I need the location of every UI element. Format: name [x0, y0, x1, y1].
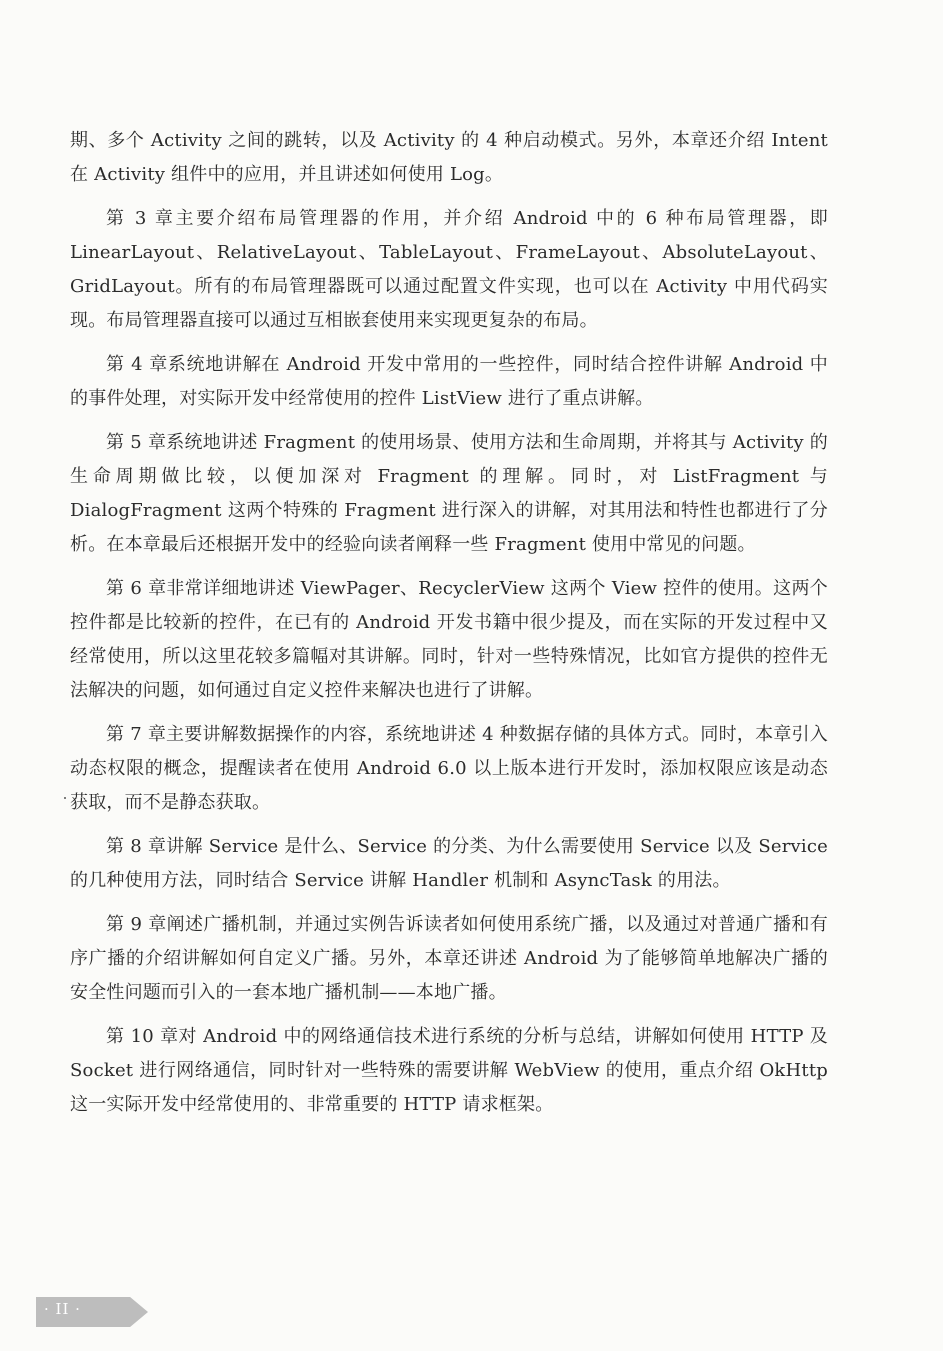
ink-speck — [64, 797, 66, 799]
page-number: · II · — [44, 1300, 81, 1318]
paragraph-chapter-3: 第 3 章主要介绍布局管理器的作用，并介绍 Android 中的 6 种布局管理器，即 LinearLayout、RelativeLayout、TableLayout、FrameLayout、AbsoluteLayout、GridLayout。所有的布局管理器既可以通过配置文件实现，也可以在 Activity 中用代码实现。布局管理器直接可以通过互相嵌套使用来实现更复杂的布局。 — [70, 208, 828, 331]
paragraph-chapter-9: 第 9 章阐述广播机制，并通过实例告诉读者如何使用系统广播，以及通过对普通广播和有序广播的介绍讲解如何自定义广播。另外，本章还讲述 Android 为了能够简单地解决广播的安全性问题而引入的一套本地广播机制——本地广播。 — [70, 914, 828, 1003]
paragraph-chapter-6: 第 6 章非常详细地讲述 ViewPager、RecyclerView 这两个 View 控件的使用。这两个控件都是比较新的控件，在已有的 Android 开发书籍中很少提及，而在实际的开发过程中又经常使用，所以这里花较多篇幅对其讲解。同时，针对一些特殊情况，比如官方提供的控件无法解决的问题，如何通过自定义控件来解决也进行了讲解。 — [70, 578, 828, 701]
page-body — [70, 124, 828, 1132]
paragraph-chapter-8: 第 8 章讲解 Service 是什么、Service 的分类、为什么需要使用 Service 以及 Service 的几种使用方法，同时结合 Service 讲解 Handler 机制和 AsyncTask 的用法。 — [70, 836, 828, 891]
paragraph-chapter-10: 第 10 章对 Android 中的网络通信技术进行系统的分析与总结，讲解如何使用 HTTP 及 Socket 进行网络通信，同时针对一些特殊的需要讲解 WebView 的使用，重点介绍 OkHttp 这一实际开发中经常使用的、非常重要的 HTTP 请求框架。 — [70, 1026, 828, 1115]
paragraph-chapter-4: 第 4 章系统地讲解在 Android 开发中常用的一些控件，同时结合控件讲解 Android 中的事件处理，对实际开发中经常使用的控件 ListView 进行了重点讲解。 — [70, 354, 828, 409]
paragraph-chapter-7: 第 7 章主要讲解数据操作的内容，系统地讲述 4 种数据存储的具体方式。同时，本章引入动态权限的概念，提醒读者在使用 Android 6.0 以上版本进行开发时，添加权限应该是动态获取，而不是静态获取。 — [70, 724, 828, 813]
paragraph-chapter-5: 第 5 章系统地讲述 Fragment 的使用场景、使用方法和生命周期，并将其与 Activity 的生命周期做比较，以便加深对 Fragment 的理解。同时，对 ListFragment 与 DialogFragment 这两个特殊的 Fragment 进行深入的讲解，对其用法和特性也都进行了分析。在本章最后还根据开发中的经验向读者阐释一些 Fragment 使用中常见的问题。 — [70, 432, 828, 555]
paragraph-continuation: 期、多个 Activity 之间的跳转，以及 Activity 的 4 种启动模式。另外，本章还介绍 Intent 在 Activity 组件中的应用，并且讲述如何使用 Log。 — [70, 130, 828, 185]
